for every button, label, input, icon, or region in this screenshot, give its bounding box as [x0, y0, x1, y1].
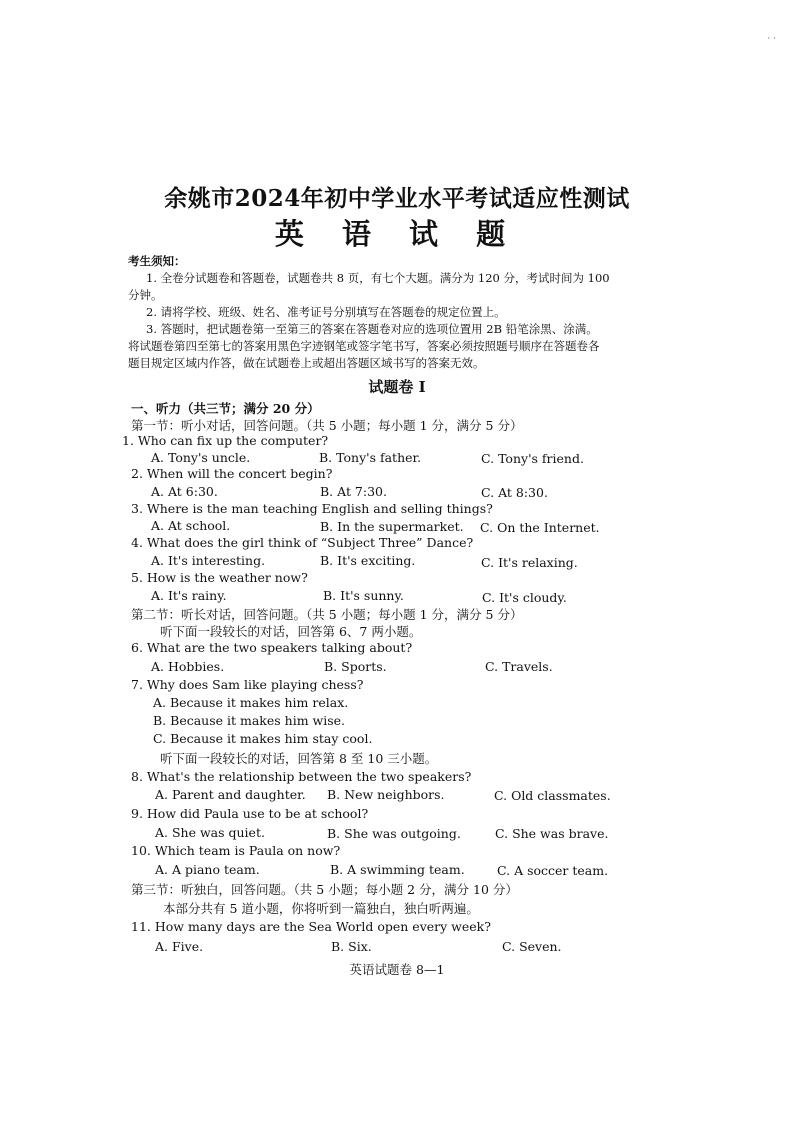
- notice-item: 分钟。: [128, 288, 163, 302]
- part-2-intro: 听下面一段较长的对话，回答第 6、7 两小题。: [160, 624, 422, 639]
- option-c: C. On the Internet.: [480, 520, 600, 535]
- question-8: 8. What's the relationship between the two speakers?: [131, 769, 472, 784]
- notice-item: 将试题卷第四至第七的答案用黑色字迹钢笔或签字笔书写，答案必须按照题号顺序在答题卷各: [128, 339, 600, 353]
- question-9: 9. How did Paula use to be at school?: [131, 806, 369, 821]
- option-a: A. Hobbies.: [151, 659, 225, 674]
- option-a: A. She was quiet.: [155, 825, 265, 840]
- part-3-heading: 第三节：听独白，回答问题。（共 5 小题；每小题 2 分，满分 10 分）: [131, 882, 518, 897]
- option-c: C. She was brave.: [495, 826, 609, 841]
- notice-item: 2. 请将学校、班级、姓名、准考证号分别填写在答题卷的规定位置上。: [146, 305, 506, 319]
- option-a: A. Parent and daughter.: [155, 787, 306, 802]
- question-4: 4. What does the girl think of “Subject Three” Dance?: [131, 535, 474, 550]
- question-5: 5. How is the weather now?: [131, 570, 308, 585]
- option-c: C. It's relaxing.: [481, 555, 578, 570]
- exam-title: 余姚市2024年初中学业水平考试适应性测试: [164, 185, 630, 212]
- part-2-intro: 听下面一段较长的对话，回答第 8 至 10 三小题。: [160, 751, 438, 766]
- notice-item: 1. 全卷分试题卷和答题卷，试题卷共 8 页，有七个大题。满分为 120 分，考试时间为 100: [146, 271, 610, 285]
- page-footer: 英语试题卷 8—1: [349, 962, 445, 977]
- option-b: B. New neighbors.: [327, 787, 445, 802]
- option-b: B. Tony's father.: [319, 450, 422, 465]
- scan-mark: · ·: [767, 34, 776, 44]
- option-b: B. At 7:30.: [320, 484, 387, 499]
- option-c: C. Because it makes him stay cool.: [153, 731, 373, 746]
- question-10: 10. Which team is Paula on now?: [131, 843, 341, 858]
- option-c: C. At 8:30.: [481, 485, 548, 500]
- option-a: A. Five.: [155, 939, 204, 954]
- option-a: A. It's rainy.: [151, 588, 227, 603]
- question-3: 3. Where is the man teaching English and selling things?: [131, 501, 493, 516]
- option-a: A. At 6:30.: [151, 484, 218, 499]
- question-7: 7. Why does Sam like playing chess?: [131, 677, 364, 692]
- option-b: B. Sports.: [324, 659, 387, 674]
- notice-item: 3. 答题时，把试题卷第一至第三的答案在答题卷对应的选项位置用 2B 铅笔涂黑、涂满。: [146, 322, 598, 336]
- option-a: A. At school.: [151, 518, 231, 533]
- option-b: B. Six.: [331, 939, 372, 954]
- question-11: 11. How many days are the Sea World open every week?: [131, 919, 491, 934]
- option-b: B. Because it makes him wise.: [153, 713, 346, 728]
- option-c: C. It's cloudy.: [482, 590, 567, 605]
- option-c: C. A soccer team.: [497, 863, 609, 878]
- section-title: 试题卷 Ⅰ: [368, 378, 426, 396]
- part-1-heading: 第一节：听小对话，回答问题。（共 5 小题；每小题 1 分，满分 5 分）: [131, 418, 523, 433]
- part-2-heading: 第二节：听长对话，回答问题。（共 5 小题；每小题 1 分，满分 5 分）: [131, 607, 523, 622]
- notice-title: 考生须知：: [128, 254, 186, 268]
- option-c: C. Seven.: [502, 939, 562, 954]
- option-b: B. In the supermarket.: [320, 519, 464, 534]
- option-a: A. Tony's uncle.: [151, 450, 251, 465]
- question-6: 6. What are the two speakers talking about?: [131, 640, 413, 655]
- question-1: 1. Who can fix up the computer?: [122, 433, 329, 448]
- option-c: C. Old classmates.: [494, 788, 611, 803]
- part-3-intro: 本部分共有 5 道小题，你将听到一篇独白，独白听两遍。: [163, 901, 479, 916]
- option-a: A. Because it makes him relax.: [153, 695, 349, 710]
- option-a: A. It's interesting.: [151, 553, 266, 568]
- subject-title: 英 语 试 题: [274, 217, 520, 251]
- option-b: B. It's exciting.: [320, 553, 416, 568]
- question-2: 2. When will the concert begin?: [131, 466, 333, 481]
- option-a: A. A piano team.: [155, 862, 260, 877]
- notice-item: 题目规定区域内作答，做在试题卷上或超出答题区域书写的答案无效。: [128, 356, 485, 370]
- option-c: C. Tony's friend.: [481, 451, 584, 466]
- option-c: C. Travels.: [485, 659, 553, 674]
- option-b: B. She was outgoing.: [327, 826, 461, 841]
- option-b: B. It's sunny.: [323, 588, 404, 603]
- option-b: B. A swimming team.: [330, 862, 465, 877]
- listening-heading: 一、听力（共三节；满分 20 分）: [131, 401, 320, 416]
